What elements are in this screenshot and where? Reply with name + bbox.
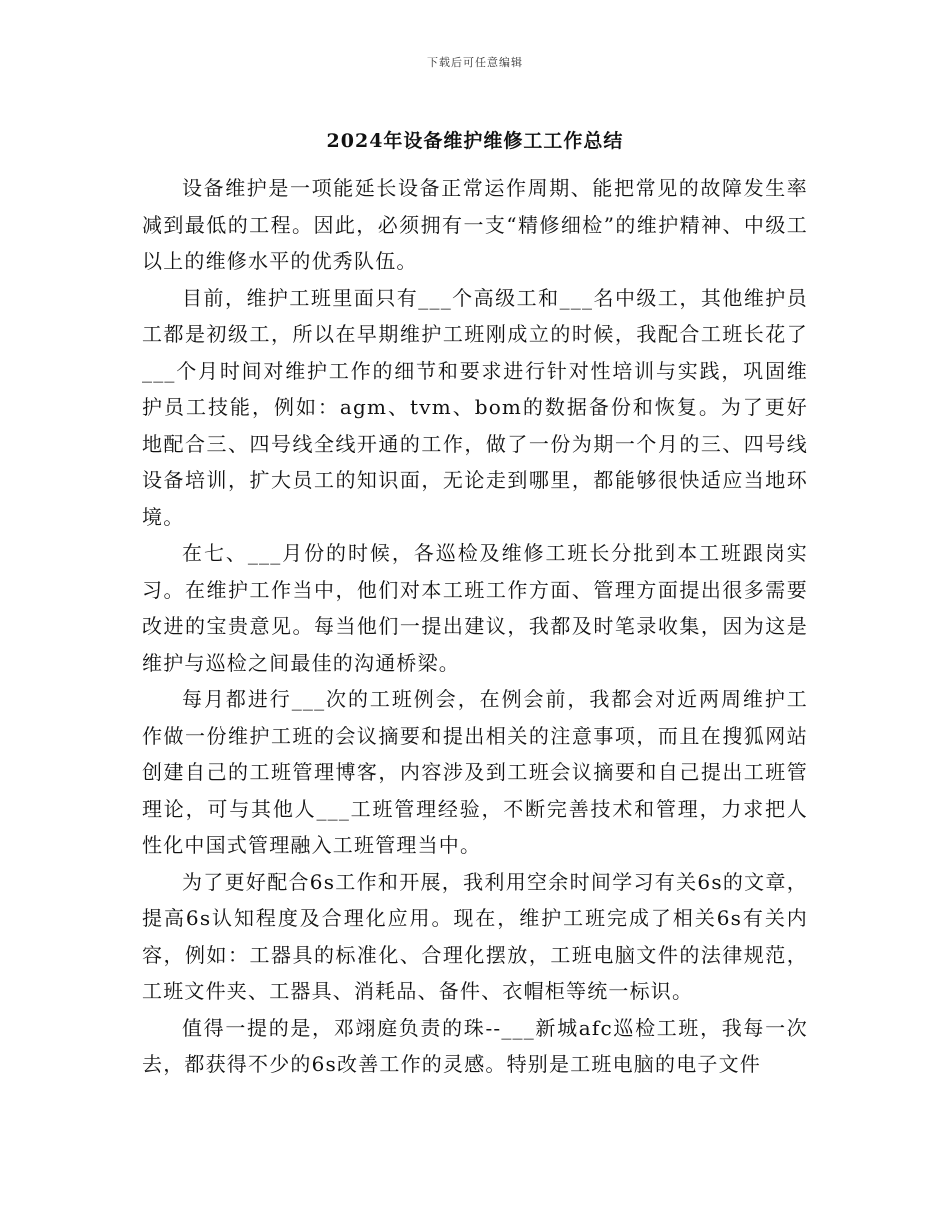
paragraph-meetings: 每月都进行___次的工班例会，在例会前，我都会对近两周维护工作做一份维护工班的会议摘要和提出相关的注意事项，而且在搜狐网站创建自己的工班管理博客，内容涉及到工班会议摘要和自己提出工班管理论，可与其他人___工班管理经验，不断完善技术和管理，力求把人性化中国式管理融入工班管理当中。 xyxy=(142,687,808,857)
paragraph-intro: 设备维护是一项能延长设备正常运作周期、能把常见的故障发生率减到最低的工程。因此，必须拥有一支“精修细检”的维护精神、中级工以上的维修水平的优秀队伍。 xyxy=(142,176,808,273)
paragraph-6s: 为了更好配合6s工作和开展，我利用空余时间学习有关6s的文章，提高6s认知程度及合理化应用。现在，维护工班完成了相关6s有关内容，例如：工器具的标准化、合理化摆放，工班电脑文件的法律规范，工班文件夹、工器具、消耗品、备件、衣帽柜等统一标识。 xyxy=(142,869,808,1003)
paragraph-training: 目前，维护工班里面只有___个高级工和___名中级工，其他维护员工都是初级工，所以在早期维护工班刚成立的时候，我配合工班长花了___个月时间对维护工作的细节和要求进行针对性培训与实践，巩固维护员工技能，例如：agm、tvm、bom的数据备份和恢复。为了更好地配合三、四号线全线开通的工作，做了一份为期一个月的三、四号线设备培训，扩大员工的知识面，无论走到哪里，都能够很快适应当地环境。 xyxy=(142,285,808,529)
paragraph-internship: 在七、___月份的时候，各巡检及维修工班长分批到本工班跟岗实习。在维护工作当中，他们对本工班工作方面、管理方面提出很多需要改进的宝贵意见。每当他们一提出建议，我都及时笔录收集，因为这是维护与巡检之间最佳的沟通桥梁。 xyxy=(142,541,808,675)
paragraph-notable: 值得一提的是，邓翊庭负责的珠--___新城afc巡检工班，我每一次去，都获得不少的6s改善工作的灵感。特别是工班电脑的电子文件 xyxy=(142,1015,808,1076)
header-note: 下载后可任意编辑 xyxy=(427,56,523,69)
document-title: 2024年设备维护维修工工作总结 xyxy=(326,130,624,152)
document-body xyxy=(142,170,808,1083)
